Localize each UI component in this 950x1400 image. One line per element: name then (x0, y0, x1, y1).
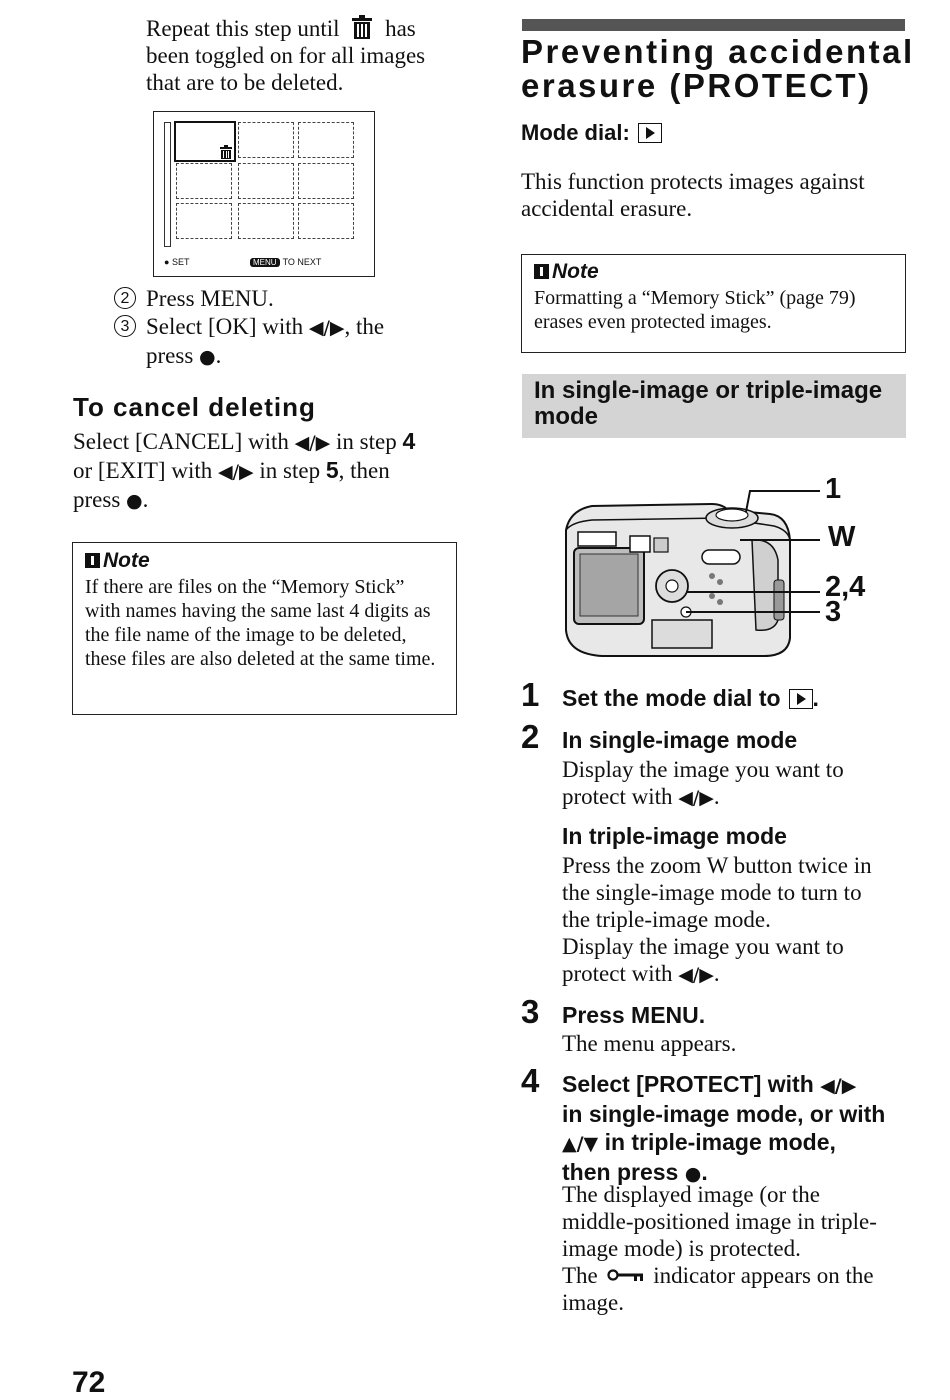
cancel-deleting-heading: To cancel deleting (73, 392, 316, 422)
left-right-arrows-icon: ◀/▶ (308, 317, 345, 339)
step-2-subheading: In triple-image mode (562, 823, 787, 849)
title-rule (522, 19, 905, 31)
up-down-arrows-icon: ▲/▼ (562, 1133, 599, 1155)
lcd-set-label: ● SET (164, 257, 190, 267)
circled-number: 2 (114, 287, 136, 309)
note-box-right (521, 254, 906, 353)
step-number: 3 (521, 993, 540, 1030)
lcd-cell (298, 122, 354, 158)
lcd-cell (238, 122, 294, 158)
enter-button-icon: ● (126, 490, 143, 512)
lcd-index-screen-illustration (153, 111, 375, 277)
step-3-heading: Press MENU. (562, 1002, 706, 1028)
step-4-heading: Select [PROTECT] with ◀/▶ in single-image mode, or with ▲/▼ in triple-image mode, then press ●. (562, 1071, 886, 1185)
trash-icon (351, 15, 373, 39)
repeat-step-part1: Repeat this step until (146, 16, 340, 41)
lcd-cell (176, 163, 232, 199)
note-title: Note (85, 549, 444, 573)
playback-icon (789, 689, 813, 709)
step-1-heading: Set the mode dial to . (562, 685, 819, 711)
callout-label: 2,4 (825, 571, 866, 603)
page-number: 72 (72, 1366, 106, 1399)
step-number: 2 (521, 718, 540, 755)
repeat-step-part2: has been toggled on for all images that are to be deleted. (146, 16, 426, 95)
enter-button-icon: ● (684, 1163, 702, 1185)
lcd-next-label: MENU TO NEXT (250, 257, 321, 267)
step-2-text: Display the image you want to protect with ◀/▶. (562, 757, 844, 809)
substep-3: 3 Select [OK] with ◀/▶, the press ●. (114, 313, 454, 371)
mode-band-heading: In single-image or triple-image mode (534, 377, 883, 430)
intro-text: This function protects images against accidental erasure. (521, 169, 865, 221)
callout-label: 1 (825, 473, 842, 505)
circled-number: 3 (114, 315, 136, 337)
note-text: If there are files on the “Memory Stick” with names having the same last 4 digits as the file name of the image to be deleted, these files are also deleted at the same time. (85, 576, 436, 670)
repeat-step-instruction (146, 15, 456, 96)
protect-key-icon (607, 1268, 645, 1282)
lcd-selected-cell (174, 121, 236, 162)
enter-button-icon: ● (199, 346, 216, 368)
step-number: 1 (521, 676, 540, 713)
lcd-cell (298, 203, 354, 239)
note-box-left (72, 542, 457, 715)
left-right-arrows-icon: ◀/▶ (294, 432, 331, 454)
lcd-scroll-bar (164, 122, 171, 247)
camera-illustration (552, 470, 852, 670)
mode-dial-label: Mode dial: (521, 120, 662, 146)
lcd-cell (238, 163, 294, 199)
step-4-text: The displayed image (or the middle-positioned image in triple- image mode) is protected. The indicator appears on the image. (562, 1182, 877, 1315)
page-title (521, 35, 921, 103)
cancel-deleting-text: Select [CANCEL] with ◀/▶ in step 4 or [EXIT] with ◀/▶ in step 5, then press ●. (73, 428, 416, 512)
lcd-cell (176, 203, 232, 239)
note-icon (85, 553, 100, 568)
substep-2: 2 Press MENU. (114, 285, 454, 312)
left-right-arrows-icon: ◀/▶ (218, 461, 254, 483)
left-right-arrows-icon: ◀/▶ (678, 787, 714, 809)
playback-icon (638, 123, 662, 143)
left-right-arrows-icon: ◀/▶ (820, 1075, 857, 1097)
note-text: Formatting a “Memory Stick” (page 79) erases even protected images. (534, 287, 856, 333)
menu-chip: MENU (250, 258, 280, 267)
page-title-line1: Preventing accidental (521, 33, 915, 70)
step-2-subtext: Press the zoom W button twice in the single-image mode to turn to the triple-image mode. Display the image you want to protect with ◀/▶. (562, 853, 872, 986)
left-right-arrows-icon: ◀/▶ (678, 964, 714, 986)
lcd-cell (298, 163, 354, 199)
callout-label: W (828, 521, 856, 553)
step-2-heading: In single-image mode (562, 727, 798, 753)
step-3-text: The menu appears. (562, 1031, 737, 1056)
note-title: Note (534, 260, 893, 284)
step-number: 4 (521, 1062, 540, 1099)
lcd-cell (238, 203, 294, 239)
callout-label: 3 (825, 596, 842, 628)
trash-icon (220, 145, 232, 159)
note-icon (534, 264, 549, 279)
page-title-line2: erasure (PROTECT) (521, 67, 872, 104)
